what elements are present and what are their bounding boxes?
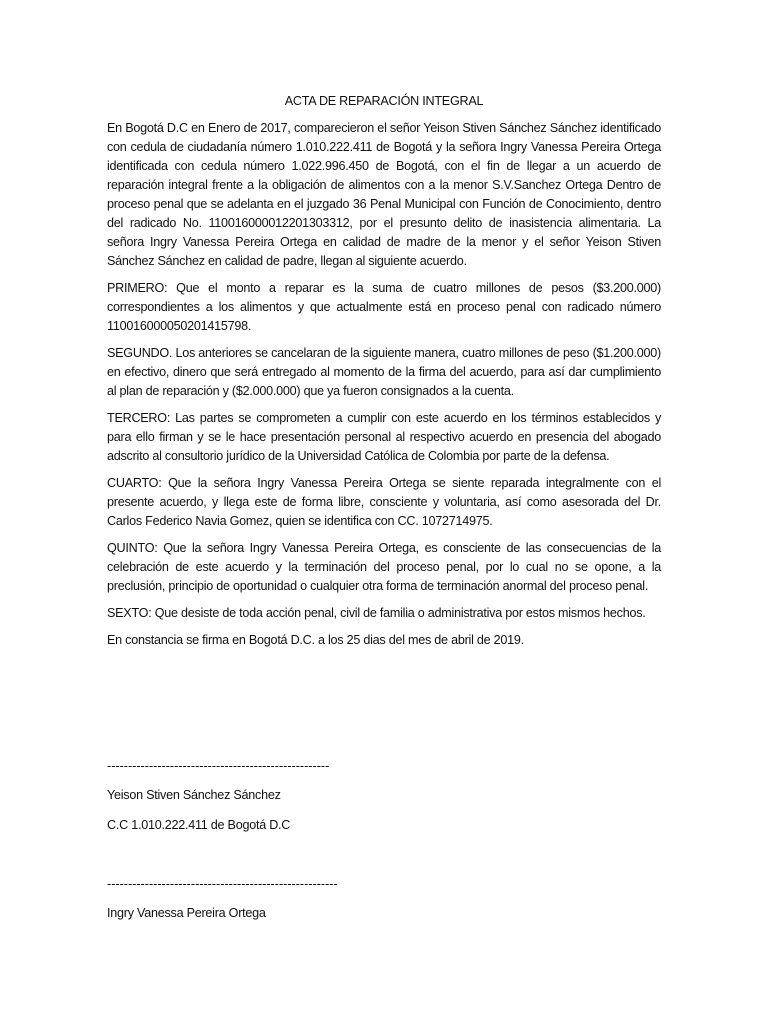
intro-paragraph: En Bogotá D.C en Enero de 2017, comparecieron el señor Yeison Stiven Sánchez Sánchez identificado con cedula de ciudadanía número 1.010.222.411 de Bogotá y la señora Ingry Vanessa Pereira Ortega identificada con cedula número 1.022.996.450 de Bogotá, con el fin de llegar a un acuerdo de reparación integral frente a la obligación de alimentos con a la menor S.V.Sanchez Ortega Dentro de proceso penal que se adelanta en el juzgado 36 Penal Municipal con Función de Conocimiento, dentro del radicado No. 110016000012201303312, por el presunto delito de inasistencia alimentaria. La señora Ingry Vanessa Pereira Ortega en calidad de madre de la menor y el señor Yeison Stiven Sánchez Sánchez en calidad de padre, llegan al siguiente acuerdo.: [107, 121, 661, 268]
closing-statement: En constancia se firma en Bogotá D.C. a los 25 dias del mes de abril de 2019.: [107, 633, 524, 647]
clause-primero: PRIMERO: Que el monto a reparar es la suma de cuatro millones de pesos ($3.200.000) correspondientes a los alimentos y que actualmente está en proceso penal con radicado número 110016000050201415798.: [107, 281, 661, 333]
document-body: [107, 92, 661, 920]
clause-segundo: SEGUNDO. Los anteriores se cancelaran de la siguiente manera, cuatro millones de peso ($1.200.000) en efectivo, dinero que será entregado al momento de la firma del acuerdo, para así dar cumplimiento al plan de reparación y ($2.000.000) que ya fueron consignados a la cuenta.: [107, 346, 661, 398]
clause-tercero: TERCERO: Las partes se comprometen a cumplir con este acuerdo en los términos establecidos y para ello firman y se le hace presentación personal al respectivo acuerdo en presencia del abogado adscrito al consultorio jurídico de la Universidad Católica de Colombia por parte de la defensa.: [107, 411, 661, 463]
signer-2-name: Ingry Vanessa Pereira Ortega: [107, 906, 266, 920]
document-title: ACTA DE REPARACIÓN INTEGRAL: [284, 94, 484, 108]
signer-1-id: C.C 1.010.222.411 de Bogotá D.C: [107, 818, 291, 832]
clause-cuarto: CUARTO: Que la señora Ingry Vanessa Pereira Ortega se siente reparada integralmente con el presente acuerdo, y llega este de forma libre, consciente y voluntaria, así como asesorada del Dr. Carlos Federico Navia Gomez, quien se identifica con CC. 1072714975.: [107, 476, 661, 528]
signature-line-1: -----------------------------------------------------: [107, 759, 330, 773]
signature-line-2: -------------------------------------------------------: [107, 877, 338, 891]
signer-1-name: Yeison Stiven Sánchez Sánchez: [107, 788, 281, 802]
clause-quinto: QUINTO: Que la señora Ingry Vanessa Pereira Ortega, es consciente de las consecuencias de la celebración de este acuerdo y la terminación del proceso penal, por lo cual no se opone, a la preclusión, principio de oportunidad o cualquier otra forma de terminación anormal del proceso penal.: [107, 541, 661, 593]
clause-sexto: SEXTO: Que desiste de toda acción penal, civil de familia o administrativa por estos mismos hechos.: [107, 606, 646, 620]
